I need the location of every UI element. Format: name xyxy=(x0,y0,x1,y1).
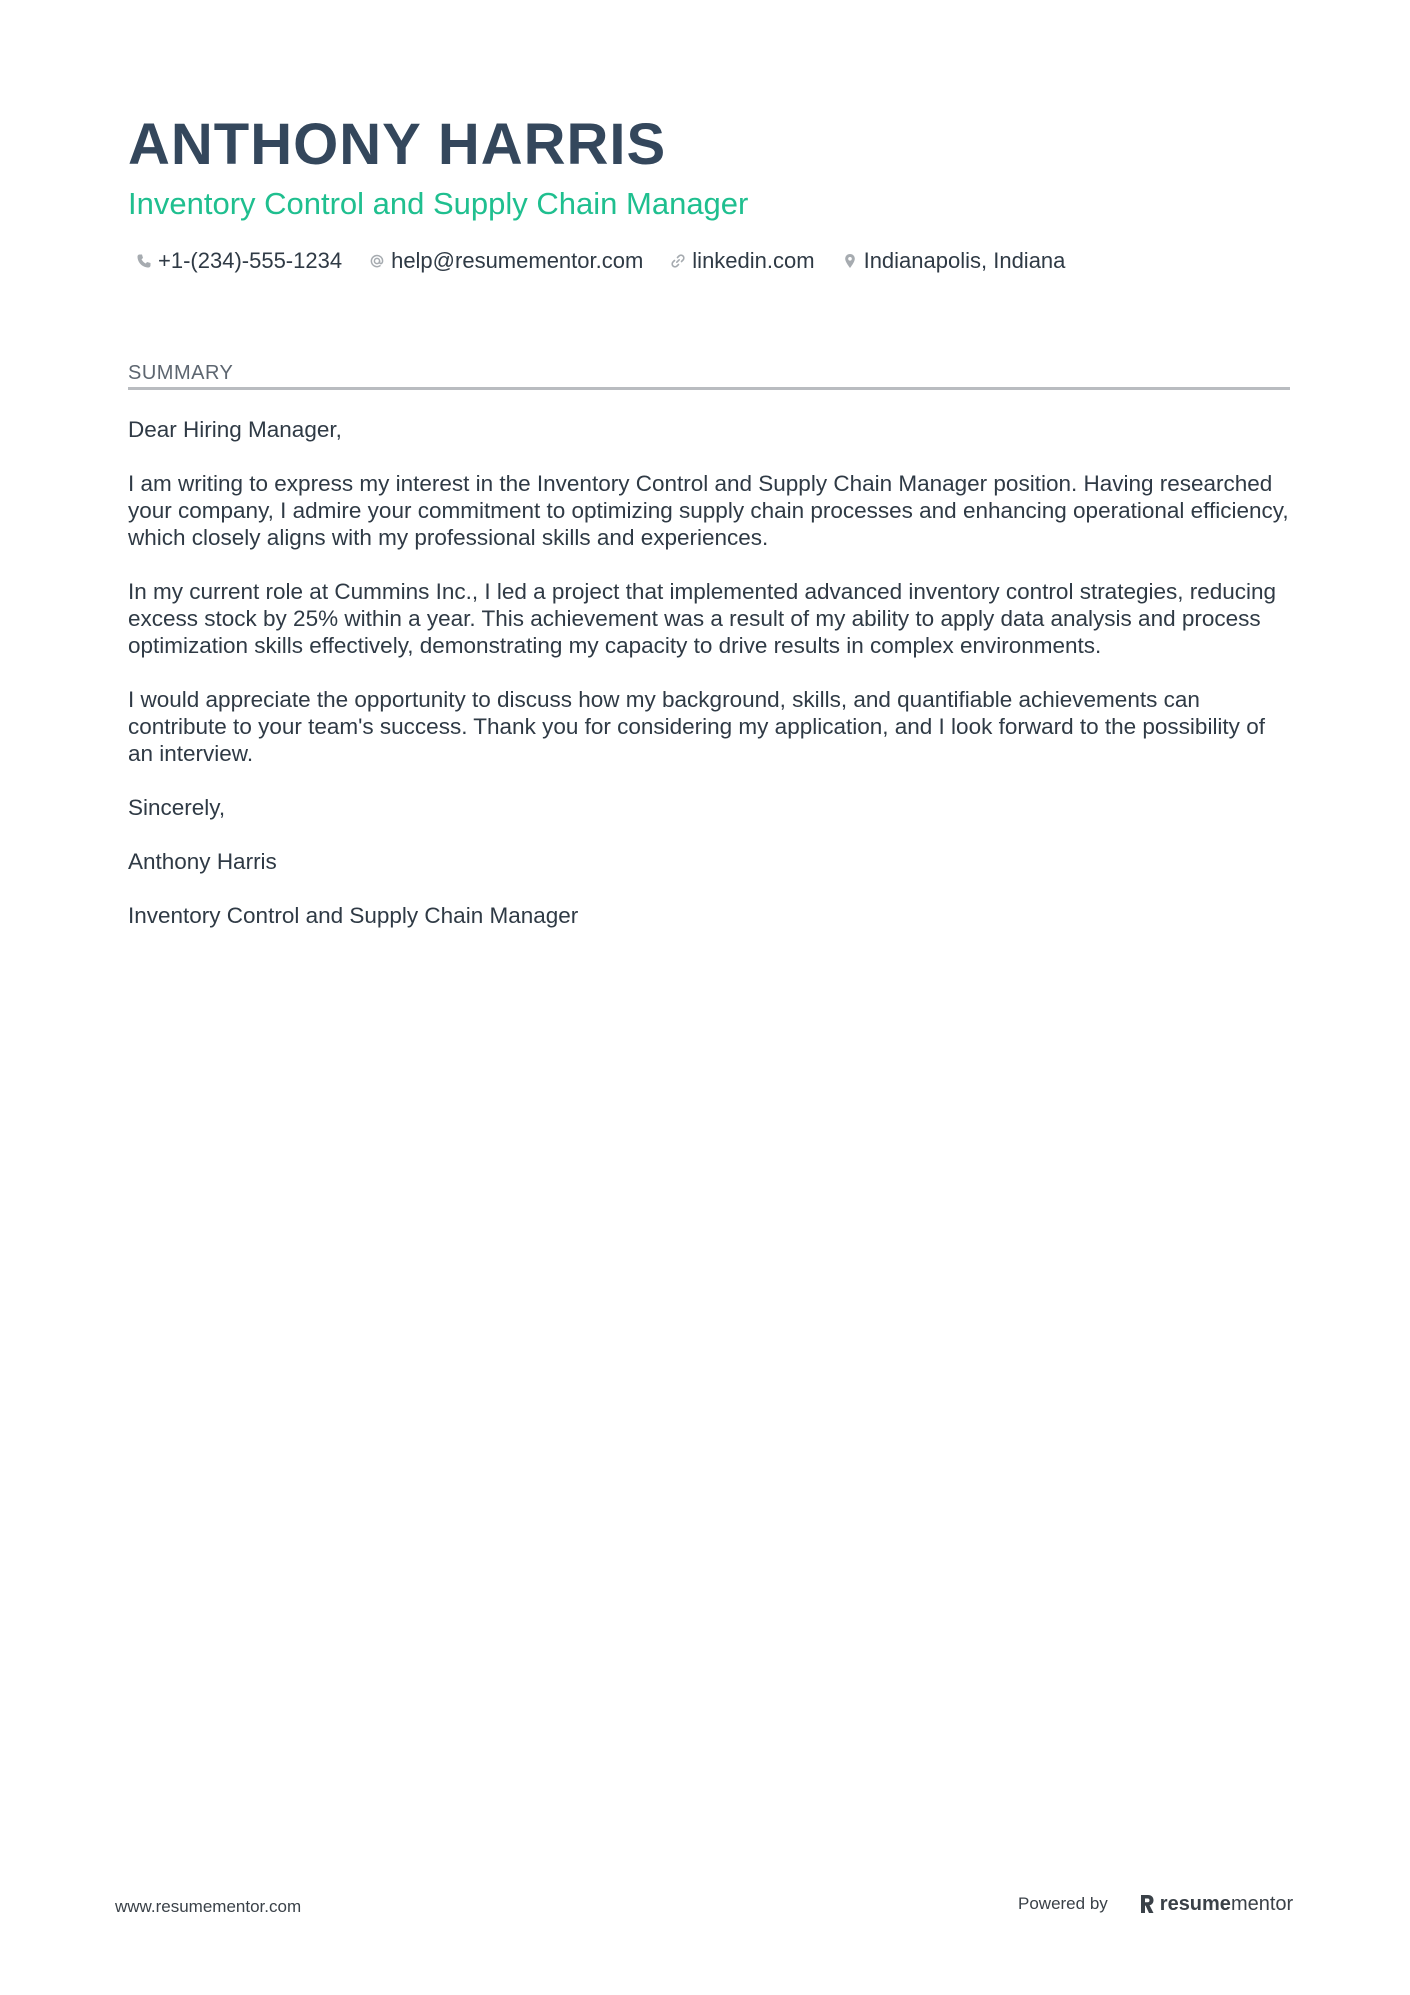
at-icon xyxy=(369,253,385,269)
candidate-role: Inventory Control and Supply Chain Manager xyxy=(128,186,749,221)
contact-email-text: help@resumementor.com xyxy=(391,248,644,273)
location-pin-icon xyxy=(842,253,858,269)
contact-link xyxy=(670,248,814,274)
link-icon xyxy=(670,253,686,269)
contact-phone-text: +1-(234)-555-1234 xyxy=(158,248,343,273)
brand-light-text: mentor xyxy=(1230,1892,1294,1915)
contact-email xyxy=(369,248,643,274)
powered-by-label: Powered by xyxy=(1018,1894,1108,1913)
salutation: Dear Hiring Manager, xyxy=(128,417,342,442)
letter-paragraph: In my current role at Cummins Inc., I led a project that implemented advanced inventory control strategies, reducing excess stock by 25% within a year. This achievement was a result of my ability to apply data analysis and process optimization skills effectively, demonstrating my capacity to drive results in complex environments. xyxy=(128,579,1277,658)
phone-icon xyxy=(136,253,152,269)
section-divider xyxy=(128,387,1290,390)
signature-name: Anthony Harris xyxy=(128,849,277,874)
closing: Sincerely, xyxy=(128,795,226,820)
contact-location xyxy=(842,248,1066,274)
resumementor-logo[interactable] xyxy=(1138,1893,1293,1916)
signature-title: Inventory Control and Supply Chain Manager xyxy=(128,903,579,928)
cover-letter-body xyxy=(128,416,1293,956)
contact-bar xyxy=(136,244,1092,278)
footer-branding xyxy=(1018,1889,1293,1919)
brand-bold-text: resume xyxy=(1159,1892,1231,1915)
contact-link-text: linkedin.com xyxy=(692,248,815,273)
letter-paragraph: I would appreciate the opportunity to discuss how my background, skills, and quantifiable achievements can contribute to your team's success. Thank you for considering my application, and I look forward to the possibility of an interview. xyxy=(128,687,1265,766)
candidate-name: ANTHONY HARRIS xyxy=(128,112,667,177)
resumementor-logo-icon xyxy=(1138,1893,1156,1915)
footer-website-link[interactable]: www.resumementor.com xyxy=(115,1897,302,1916)
summary-heading: SUMMARY xyxy=(128,362,234,384)
contact-phone xyxy=(136,248,342,274)
letter-paragraph: I am writing to express my interest in the Inventory Control and Supply Chain Manager position. Having researched your company, I admire your commitment to optimizing supply chain processes and enhancing operational efficiency, which closely aligns with my professional skills and experiences. xyxy=(128,471,1289,550)
contact-location-text: Indianapolis, Indiana xyxy=(863,248,1066,273)
